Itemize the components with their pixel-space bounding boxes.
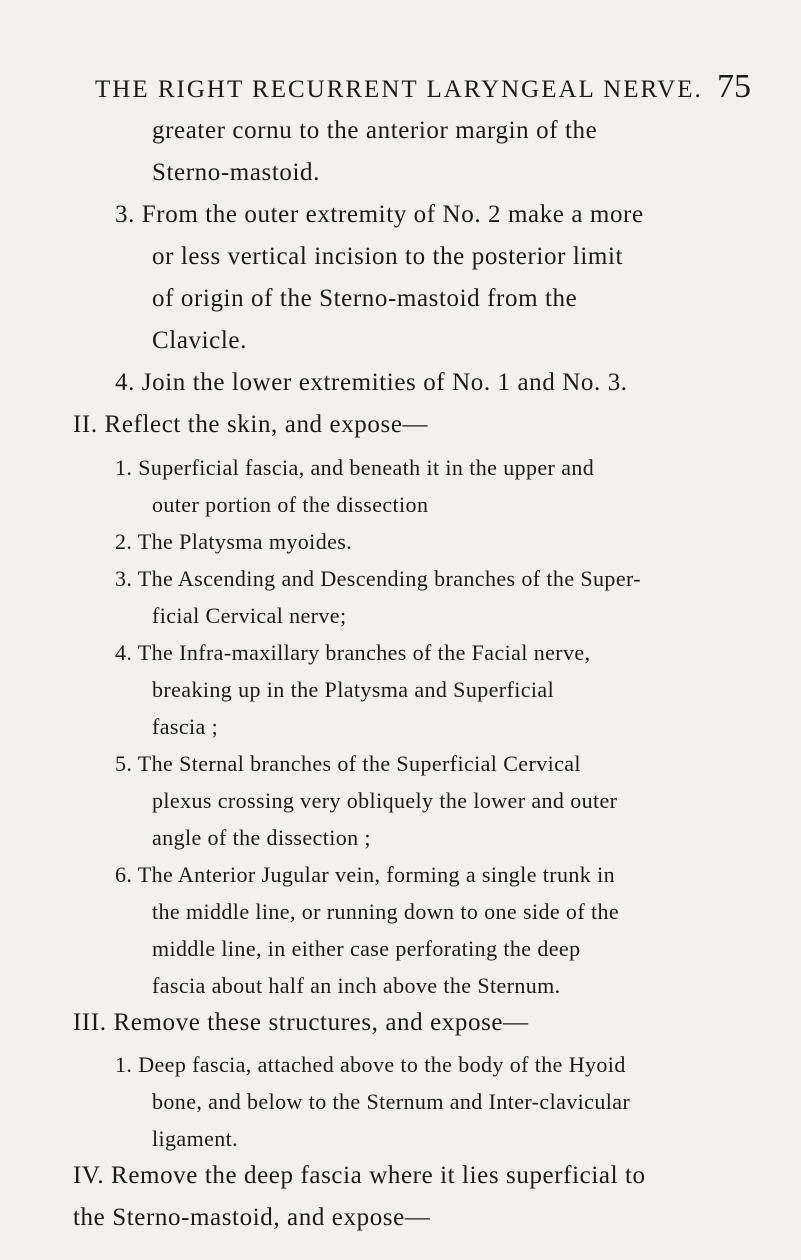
text-line: Sterno-mastoid. xyxy=(152,159,321,186)
text-line: 3. The Ascending and Descending branches of the Super- xyxy=(115,566,641,591)
text-line: of origin of the Sterno-mastoid from the xyxy=(152,285,578,312)
header-title: THE RIGHT RECURRENT LARYNGEAL NERVE. xyxy=(95,76,703,103)
text-line: 1. Deep fascia, attached above to the body of the Hyoid xyxy=(115,1052,626,1077)
text-line: 4. The Infra-maxillary branches of the Facial nerve, xyxy=(115,640,591,665)
text-line: 4. Join the lower extremities of No. 1 and No. 3. xyxy=(115,369,628,396)
text-line: fascia ; xyxy=(152,714,219,739)
text-line: Clavicle. xyxy=(152,327,247,354)
text-line: breaking up in the Platysma and Superficial xyxy=(152,677,555,702)
text-line: 6. The Anterior Jugular vein, forming a single trunk in xyxy=(115,862,616,887)
text-line: 1. Superficial fascia, and beneath it in the upper and xyxy=(115,455,595,480)
text-line: the middle line, or running down to one side of the xyxy=(152,899,620,924)
text-line: ficial Cervical nerve; xyxy=(152,603,347,628)
text-line: 5. The Sternal branches of the Superficial Cervical xyxy=(115,751,581,776)
text-line: angle of the dissection ; xyxy=(152,825,371,850)
text-line: or less vertical incision to the posterior limit xyxy=(152,243,624,270)
text-line: greater cornu to the anterior margin of the xyxy=(152,117,598,144)
section-heading: IV. Remove the deep fascia where it lies superficial to xyxy=(73,1162,646,1189)
text-line: fascia about half an inch above the Sternum. xyxy=(152,973,561,998)
text-line: middle line, in either case perforating the deep xyxy=(152,936,581,961)
section-heading: II. Reflect the skin, and expose— xyxy=(73,411,429,438)
section-heading: III. Remove these structures, and expose— xyxy=(73,1009,529,1036)
text-line: bone, and below to the Sternum and Inter-clavicular xyxy=(152,1089,631,1114)
running-header xyxy=(95,68,751,106)
text-line: 2. The Platysma myoides. xyxy=(115,529,353,554)
page-number: 75 xyxy=(716,68,751,105)
text-line: 3. From the outer extremity of No. 2 make a more xyxy=(115,201,644,228)
text-line: ligament. xyxy=(152,1126,239,1151)
text-line: the Sterno-mastoid, and expose— xyxy=(73,1204,431,1231)
text-line: plexus crossing very obliquely the lower and outer xyxy=(152,788,618,813)
text-line: outer portion of the dissection xyxy=(152,492,429,517)
